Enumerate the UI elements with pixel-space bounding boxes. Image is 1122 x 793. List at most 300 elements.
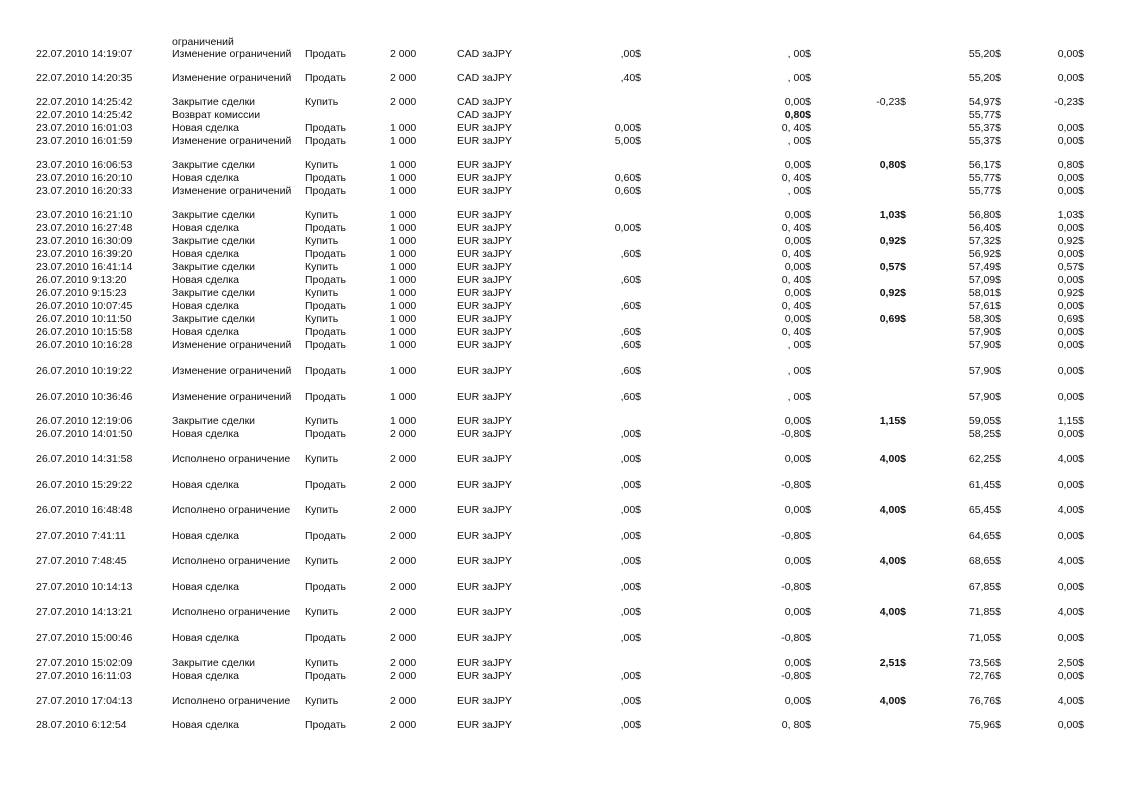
row-side: Купить	[305, 504, 339, 516]
row-date: 23.07.2010 16:30:09	[36, 235, 133, 247]
row-date: 23.07.2010 16:01:03	[36, 122, 133, 134]
row-value-b: -0,80$	[781, 632, 811, 644]
row-value-a: ,00$	[620, 606, 641, 618]
row-side: Купить	[305, 96, 339, 108]
row-balance: 58,01$	[968, 287, 1001, 299]
table-row	[0, 300, 1122, 312]
row-instrument: EUR заJPY	[457, 261, 512, 273]
table-row	[0, 415, 1122, 427]
row-value-b: 0,00$	[784, 504, 811, 516]
row-date: 26.07.2010 14:31:58	[36, 453, 133, 465]
row-instrument: EUR заJPY	[457, 209, 512, 221]
row-value-b: -0,80$	[781, 530, 811, 542]
row-profit: 0,57$	[879, 261, 906, 273]
row-balance: 55,20$	[968, 72, 1001, 84]
row-date: 23.07.2010 16:20:33	[36, 185, 133, 197]
table-row	[0, 581, 1122, 593]
row-side: Продать	[305, 479, 347, 491]
row-action: Новая сделка	[172, 719, 239, 731]
row-balance: 67,85$	[968, 581, 1001, 593]
row-balance: 55,77$	[968, 172, 1001, 184]
row-value-b: 0, 80$	[781, 719, 811, 731]
row-quantity: 1 000	[390, 339, 417, 351]
row-value-a: 0,00$	[614, 222, 641, 234]
row-date: 26.07.2010 10:07:45	[36, 300, 133, 312]
row-profit: 4,00$	[879, 555, 906, 567]
row-result: 1,15$	[1057, 415, 1084, 427]
row-value-b: 0, 40$	[781, 274, 811, 286]
table-row	[0, 632, 1122, 644]
row-side: Продать	[305, 428, 347, 440]
row-side: Продать	[305, 530, 347, 542]
row-date: 22.07.2010 14:25:42	[36, 109, 133, 121]
table-row	[0, 185, 1122, 209]
row-value-a: ,00$	[620, 530, 641, 542]
table-row	[0, 172, 1122, 184]
row-action: Исполнено ограничение	[172, 453, 291, 465]
table-row	[0, 606, 1122, 630]
row-side: Продать	[305, 391, 347, 403]
row-result: 4,00$	[1057, 695, 1084, 707]
row-result: 0,00$	[1057, 581, 1084, 593]
row-date: 27.07.2010 14:13:21	[36, 606, 133, 618]
row-action: Новая сделка	[172, 530, 239, 542]
row-value-a: ,60$	[620, 339, 641, 351]
row-balance: 54,97$	[968, 96, 1001, 108]
row-profit: 2,51$	[879, 657, 906, 669]
row-quantity: 1 000	[390, 261, 417, 273]
row-quantity: 2 000	[390, 695, 417, 707]
table-row	[0, 248, 1122, 260]
table-row	[0, 159, 1122, 171]
table-row	[0, 109, 1122, 121]
table-row	[0, 326, 1122, 338]
row-action: Исполнено ограничение	[172, 504, 291, 516]
row-result: 0,57$	[1057, 261, 1084, 273]
row-date: 27.07.2010 17:04:13	[36, 695, 133, 707]
row-profit: 4,00$	[879, 453, 906, 465]
row-instrument: EUR заJPY	[457, 391, 512, 403]
row-value-b: -0,80$	[781, 670, 811, 682]
row-quantity: 1 000	[390, 185, 417, 197]
row-side: Продать	[305, 339, 347, 351]
row-side: Купить	[305, 657, 339, 669]
row-date: 26.07.2010 10:16:28	[36, 339, 133, 351]
row-balance: 58,30$	[968, 313, 1001, 325]
row-result: 0,00$	[1057, 365, 1084, 377]
row-balance: 59,05$	[968, 415, 1001, 427]
row-instrument: EUR заJPY	[457, 185, 512, 197]
row-profit: 1,15$	[879, 415, 906, 427]
row-value-a: ,00$	[620, 555, 641, 567]
table-row	[0, 48, 1122, 72]
row-date: 23.07.2010 16:01:59	[36, 135, 133, 147]
table-row	[0, 365, 1122, 389]
row-date: 27.07.2010 15:02:09	[36, 657, 133, 669]
row-quantity: 2 000	[390, 657, 417, 669]
row-instrument: EUR заJPY	[457, 172, 512, 184]
row-balance: 76,76$	[968, 695, 1001, 707]
row-balance: 55,37$	[968, 122, 1001, 134]
row-value-b: 0,00$	[784, 657, 811, 669]
row-action: Изменение ограничений	[172, 185, 292, 197]
row-date: 26.07.2010 10:11:50	[36, 313, 132, 325]
row-value-b: , 00$	[787, 135, 811, 147]
row-value-a: ,00$	[620, 581, 641, 593]
row-result: 0,00$	[1057, 670, 1084, 682]
row-quantity: 2 000	[390, 504, 417, 516]
row-action: Новая сделка	[172, 428, 239, 440]
row-result: 0,00$	[1057, 391, 1084, 403]
table-row	[0, 479, 1122, 491]
row-side: Купить	[305, 313, 339, 325]
row-value-b: 0,00$	[784, 261, 811, 273]
row-instrument: EUR заJPY	[457, 365, 512, 377]
row-profit: 4,00$	[879, 504, 906, 516]
row-value-a: 0,00$	[614, 122, 641, 134]
row-instrument: EUR заJPY	[457, 657, 512, 669]
table-row	[0, 209, 1122, 221]
row-result: 0,00$	[1057, 326, 1084, 338]
row-quantity: 1 000	[390, 122, 417, 134]
row-value-b: , 00$	[787, 339, 811, 351]
row-value-a: ,00$	[620, 479, 641, 491]
row-instrument: EUR заJPY	[457, 504, 512, 516]
row-result: 0,00$	[1057, 339, 1084, 351]
row-value-a: ,00$	[620, 48, 641, 60]
row-action: Новая сделка	[172, 172, 239, 184]
row-quantity: 2 000	[390, 96, 417, 108]
row-instrument: EUR заJPY	[457, 428, 512, 440]
row-value-a: 0,60$	[614, 172, 641, 184]
table-row	[0, 339, 1122, 363]
row-value-b: 0,00$	[784, 313, 811, 325]
row-instrument: EUR заJPY	[457, 581, 512, 593]
row-value-b: -0,80$	[781, 428, 811, 440]
row-value-b: 0, 40$	[781, 300, 811, 312]
row-action: Закрытие сделки	[172, 96, 256, 108]
row-instrument: EUR заJPY	[457, 287, 512, 299]
row-side: Продать	[305, 248, 347, 260]
row-balance: 56,92$	[968, 248, 1001, 260]
row-instrument: CAD заJPY	[457, 48, 512, 60]
row-result: 0,00$	[1057, 300, 1084, 312]
row-instrument: EUR заJPY	[457, 606, 512, 618]
row-value-a: ,00$	[620, 632, 641, 644]
row-instrument: EUR заJPY	[457, 555, 512, 567]
row-quantity: 1 000	[390, 209, 417, 221]
row-instrument: EUR заJPY	[457, 453, 512, 465]
row-result: 0,00$	[1057, 222, 1084, 234]
row-balance: 57,90$	[968, 339, 1001, 351]
row-result: 0,00$	[1057, 122, 1084, 134]
table-row	[0, 287, 1122, 299]
row-profit: 0,69$	[879, 313, 906, 325]
row-instrument: EUR заJPY	[457, 135, 512, 147]
table-row	[0, 504, 1122, 528]
row-date: 26.07.2010 10:19:22	[36, 365, 133, 377]
row-side: Купить	[305, 606, 339, 618]
row-side: Купить	[305, 555, 339, 567]
row-value-b: , 00$	[787, 391, 811, 403]
row-balance: 56,40$	[968, 222, 1001, 234]
row-result: 0,00$	[1057, 48, 1084, 60]
row-result: 1,03$	[1057, 209, 1084, 221]
row-result: 0,00$	[1057, 530, 1084, 542]
row-value-b: 0,00$	[784, 235, 811, 247]
row-quantity: 1 000	[390, 415, 417, 427]
row-value-b: -0,80$	[781, 581, 811, 593]
row-result: 0,69$	[1057, 313, 1084, 325]
row-action: Закрытие сделки	[172, 657, 256, 669]
row-quantity: 1 000	[390, 287, 417, 299]
row-instrument: EUR заJPY	[457, 326, 512, 338]
table-row	[0, 670, 1122, 682]
row-side: Продать	[305, 185, 347, 197]
row-date: 22.07.2010 14:20:35	[36, 72, 133, 84]
row-action: Закрытие сделки	[172, 159, 256, 171]
row-action: Исполнено ограничение	[172, 606, 291, 618]
table-row	[0, 96, 1122, 108]
row-side: Продать	[305, 48, 347, 60]
row-side: Купить	[305, 287, 339, 299]
row-value-b: 0,00$	[784, 555, 811, 567]
row-value-b: 0, 40$	[781, 172, 811, 184]
row-value-b: 0,00$	[784, 606, 811, 618]
row-action: Возврат комиссии	[172, 109, 261, 121]
row-date: 23.07.2010 16:21:10	[36, 209, 133, 221]
row-balance: 55,77$	[968, 185, 1001, 197]
row-instrument: EUR заJPY	[457, 274, 512, 286]
row-balance: 57,90$	[968, 391, 1001, 403]
row-date: 27.07.2010 10:14:13	[36, 581, 133, 593]
row-value-b: 0,00$	[784, 453, 811, 465]
row-date: 23.07.2010 16:41:14	[36, 261, 133, 273]
row-date: 23.07.2010 16:20:10	[36, 172, 133, 184]
row-instrument: EUR заJPY	[457, 632, 512, 644]
row-instrument: EUR заJPY	[457, 222, 512, 234]
row-action: Исполнено ограничение	[172, 555, 291, 567]
row-balance: 61,45$	[968, 479, 1001, 491]
row-quantity: 2 000	[390, 72, 417, 84]
row-action: Закрытие сделки	[172, 287, 256, 299]
row-instrument: EUR заJPY	[457, 313, 512, 325]
row-instrument: EUR заJPY	[457, 670, 512, 682]
continued-action-fragment: ограничений	[172, 36, 234, 48]
row-value-a: ,60$	[620, 300, 641, 312]
row-quantity: 1 000	[390, 365, 417, 377]
row-quantity: 2 000	[390, 719, 417, 731]
row-action: Изменение ограничений	[172, 72, 292, 84]
row-side: Продать	[305, 670, 347, 682]
row-quantity: 2 000	[390, 581, 417, 593]
row-action: Изменение ограничений	[172, 339, 292, 351]
row-action: Изменение ограничений	[172, 365, 292, 377]
row-action: Изменение ограничений	[172, 48, 292, 60]
row-action: Закрытие сделки	[172, 313, 256, 325]
row-action: Новая сделка	[172, 326, 239, 338]
row-profit: 1,03$	[879, 209, 906, 221]
row-result: 4,00$	[1057, 555, 1084, 567]
row-result: 0,00$	[1057, 428, 1084, 440]
row-profit: 0,92$	[879, 235, 906, 247]
row-value-a: 0,60$	[614, 185, 641, 197]
row-side: Продать	[305, 581, 347, 593]
row-balance: 57,90$	[968, 326, 1001, 338]
row-balance: 57,32$	[968, 235, 1001, 247]
row-instrument: CAD заJPY	[457, 72, 512, 84]
row-date: 27.07.2010 15:00:46	[36, 632, 133, 644]
row-instrument: EUR заJPY	[457, 159, 512, 171]
table-row	[0, 261, 1122, 273]
row-profit: 4,00$	[879, 695, 906, 707]
row-side: Продать	[305, 365, 347, 377]
row-quantity: 2 000	[390, 530, 417, 542]
row-balance: 72,76$	[968, 670, 1001, 682]
row-side: Продать	[305, 222, 347, 234]
table-row	[0, 453, 1122, 477]
row-quantity: 2 000	[390, 479, 417, 491]
row-side: Купить	[305, 415, 339, 427]
row-action: Новая сделка	[172, 122, 239, 134]
row-value-a: ,60$	[620, 248, 641, 260]
row-value-b: 0, 40$	[781, 248, 811, 260]
row-result: 4,00$	[1057, 504, 1084, 516]
row-balance: 71,05$	[968, 632, 1001, 644]
row-value-b: , 00$	[787, 72, 811, 84]
row-date: 26.07.2010 10:15:58	[36, 326, 133, 338]
row-date: 26.07.2010 16:48:48	[36, 504, 133, 516]
row-action: Изменение ограничений	[172, 391, 292, 403]
table-row	[0, 72, 1122, 96]
row-quantity: 2 000	[390, 555, 417, 567]
row-balance: 68,65$	[968, 555, 1001, 567]
row-quantity: 2 000	[390, 428, 417, 440]
row-instrument: EUR заJPY	[457, 695, 512, 707]
row-action: Новая сделка	[172, 222, 239, 234]
row-date: 26.07.2010 14:01:50	[36, 428, 133, 440]
row-side: Купить	[305, 235, 339, 247]
row-value-a: ,00$	[620, 695, 641, 707]
row-value-a: ,00$	[620, 670, 641, 682]
row-result: 0,00$	[1057, 135, 1084, 147]
row-result: 0,00$	[1057, 248, 1084, 260]
row-result: 0,92$	[1057, 235, 1084, 247]
row-side: Купить	[305, 261, 339, 273]
row-side: Продать	[305, 122, 347, 134]
row-value-b: , 00$	[787, 185, 811, 197]
row-instrument: CAD заJPY	[457, 96, 512, 108]
row-instrument: EUR заJPY	[457, 300, 512, 312]
table-row	[0, 695, 1122, 719]
row-value-b: 0, 40$	[781, 326, 811, 338]
row-action: Закрытие сделки	[172, 235, 256, 247]
row-action: Закрытие сделки	[172, 209, 256, 221]
row-date: 26.07.2010 9:15:23	[36, 287, 127, 299]
row-result: -0,23$	[1054, 96, 1084, 108]
row-quantity: 2 000	[390, 453, 417, 465]
row-value-a: ,60$	[620, 326, 641, 338]
row-date: 26.07.2010 15:29:22	[36, 479, 133, 491]
row-side: Купить	[305, 453, 339, 465]
row-result: 2,50$	[1057, 657, 1084, 669]
row-action: Новая сделка	[172, 581, 239, 593]
row-value-b: 0,00$	[784, 287, 811, 299]
row-result: 0,00$	[1057, 479, 1084, 491]
row-value-b: 0, 40$	[781, 122, 811, 134]
row-quantity: 1 000	[390, 248, 417, 260]
row-quantity: 1 000	[390, 135, 417, 147]
row-side: Купить	[305, 695, 339, 707]
row-side: Продать	[305, 300, 347, 312]
row-balance: 57,90$	[968, 365, 1001, 377]
table-row	[0, 274, 1122, 286]
row-date: 27.07.2010 7:41:11	[36, 530, 126, 542]
row-action: Закрытие сделки	[172, 261, 256, 273]
row-balance: 58,25$	[968, 428, 1001, 440]
row-profit: 0,80$	[879, 159, 906, 171]
table-row	[0, 391, 1122, 415]
row-result: 0,00$	[1057, 172, 1084, 184]
table-row	[0, 657, 1122, 669]
row-quantity: 1 000	[390, 172, 417, 184]
row-value-b: , 00$	[787, 365, 811, 377]
row-date: 22.07.2010 14:19:07	[36, 48, 133, 60]
row-result: 4,00$	[1057, 606, 1084, 618]
row-quantity: 2 000	[390, 632, 417, 644]
row-value-b: 0,00$	[784, 695, 811, 707]
row-action: Исполнено ограничение	[172, 695, 291, 707]
row-instrument: EUR заJPY	[457, 235, 512, 247]
row-value-a: ,60$	[620, 391, 641, 403]
row-instrument: CAD заJPY	[457, 109, 512, 121]
row-instrument: EUR заJPY	[457, 530, 512, 542]
row-result: 4,00$	[1057, 453, 1084, 465]
row-quantity: 1 000	[390, 300, 417, 312]
row-value-a: ,60$	[620, 274, 641, 286]
row-date: 23.07.2010 16:06:53	[36, 159, 133, 171]
table-row	[0, 235, 1122, 247]
table-row	[0, 555, 1122, 579]
row-value-a: 5,00$	[614, 135, 641, 147]
row-value-b: 0,00$	[784, 209, 811, 221]
row-instrument: EUR заJPY	[457, 122, 512, 134]
row-action: Новая сделка	[172, 632, 239, 644]
row-value-b: 0,00$	[784, 159, 811, 171]
table-row	[0, 135, 1122, 159]
row-profit: 4,00$	[879, 606, 906, 618]
row-quantity: 2 000	[390, 670, 417, 682]
row-value-b: , 00$	[787, 48, 811, 60]
row-action: Новая сделка	[172, 479, 239, 491]
row-result: 0,00$	[1057, 185, 1084, 197]
row-side: Продать	[305, 326, 347, 338]
row-value-b: -0,80$	[781, 479, 811, 491]
row-value-b: 0, 40$	[781, 222, 811, 234]
row-date: 26.07.2010 10:36:46	[36, 391, 133, 403]
row-quantity: 1 000	[390, 391, 417, 403]
row-date: 23.07.2010 16:39:20	[36, 248, 133, 260]
row-quantity: 2 000	[390, 606, 417, 618]
row-instrument: EUR заJPY	[457, 719, 512, 731]
table-row	[0, 530, 1122, 542]
row-date: 27.07.2010 16:11:03	[36, 670, 132, 682]
row-quantity: 1 000	[390, 274, 417, 286]
row-quantity: 1 000	[390, 222, 417, 234]
row-side: Купить	[305, 159, 339, 171]
row-date: 28.07.2010 6:12:54	[36, 719, 127, 731]
row-quantity: 1 000	[390, 326, 417, 338]
